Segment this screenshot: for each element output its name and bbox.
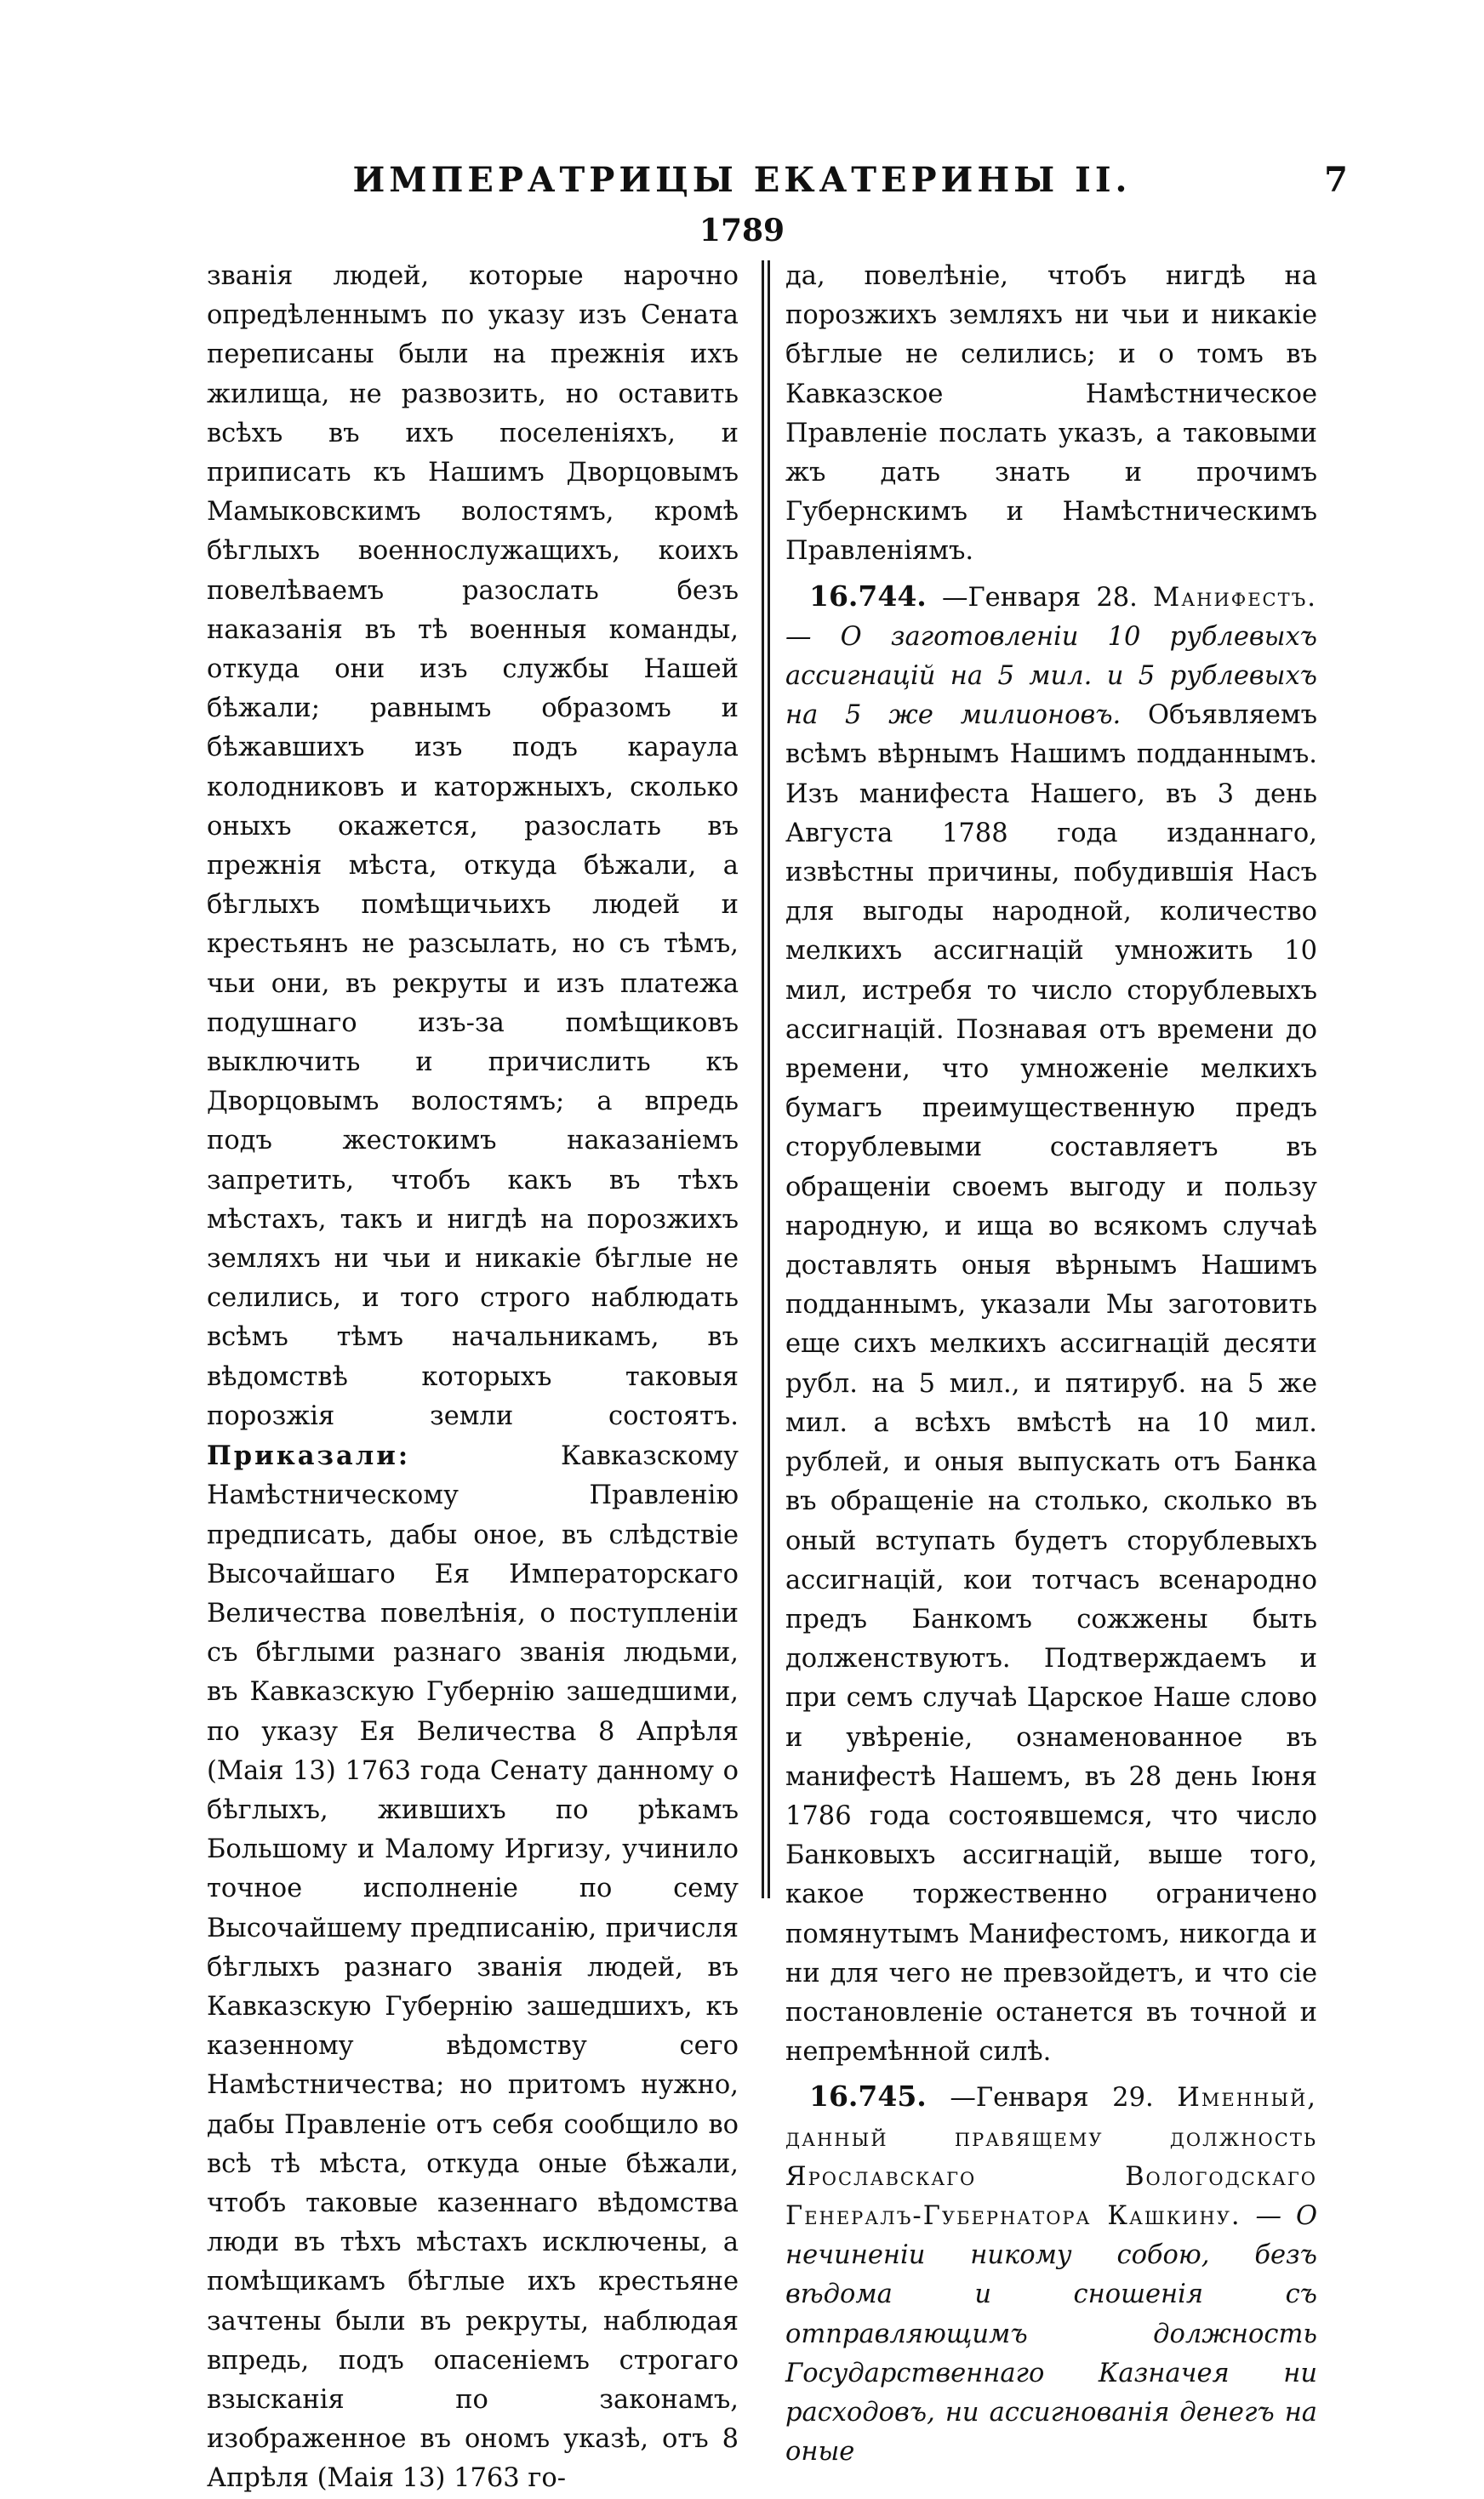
continuation-text: да, повелѣніе, чтобъ нигдѣ на порозжихъ земляхъ ни чьи и никакіе бѣглые не селились; и о томъ въ Кавказское Намѣстническое Правленіе послать указъ, а таковыми жъ дать знать и прочимъ Губернскимъ и Намѣстническимъ Правленіямъ. xyxy=(785,261,1317,567)
left-column-text xyxy=(207,257,739,2499)
entry-kind: Именный, данный правящему должность Ярославскаго Вологодскаго Генералъ-Губернатора Кашкину. xyxy=(785,2083,1317,2231)
entry-kind: Манифестъ. xyxy=(1153,582,1317,613)
left-text-part2: Кавказскому Намѣстническому Правленію предписать, дабы оное, въ слѣдствіе Высочайшаго Ея Императорскаго Величества повелѣнія, о поступленіи съ бѣглыми разнаго званія людьми, въ Кавказскую Губернію зашедшими, по указу Ея Величества 8 Апрѣля (Маія 13) 1763 года Сенату данному о бѣглыхъ, жившихъ по рѣкамъ Большому и Малому Иргизу, учинило точное исполненіе по сему Высочайшему предписанію, причисля бѣглыхъ разнаго званія людей, въ Кавказскую Губернію зашедшихъ, къ казенному вѣдомству сего Намѣстничества; но притомъ нужно, дабы Правленіе отъ себя сообщило во всѣ тѣ мѣста, откуда оные бѣжали, чтобъ таковые казеннаго вѣдомства люди въ тѣхъ мѣстахъ исключены, а помѣщикамъ бѣглые ихъ крестьяне зачтены были въ рекруты, наблюдая впредь, подъ опасеніемъ строгаго взысканія по законамъ, изображенное въ ономъ указѣ, отъ 8 Апрѣля (Маія 13) 1763 го- xyxy=(207,1441,739,2494)
page-number: 7 xyxy=(1324,160,1348,200)
year-heading: 1789 xyxy=(699,213,785,248)
entry-date: —Генваря 29. xyxy=(950,2083,1154,2114)
entry-16745 xyxy=(785,2077,1317,2472)
entry-number: 16.744. xyxy=(809,579,927,613)
ordered-label: Приказали: xyxy=(207,1441,411,1472)
column-rule-right xyxy=(768,260,770,1898)
entry-subject: — О нечиненіи никому собою, безъ вѣдома и сношенія съ отправляющимъ должность Государственнаго Казначея ни расходовъ, ни ассигнованія денегъ на оные xyxy=(785,2200,1317,2468)
entry-body: Объявляемъ всѣмъ вѣрнымъ Нашимъ подданнымъ. Изъ манифеста Нашего, въ 3 день Августа 1788 года изданнаго, извѣстны причины, побудившія Насъ для выгоды народной, количество мелкихъ ассигнацій умножить 10 мил, истребя то число сторублевыхъ ассигнацій. Познавая отъ времени до времени, что умноженіе мелкихъ бумагъ преимущественную предъ сторублевыми составляетъ въ обращеніи своемъ выгоду и пользу народную, и ища во всякомъ случаѣ доставлять оныя вѣрнымъ Нашимъ подданнымъ, указали Мы заготовить еще сихъ мелкихъ ассигнацій десяти рубл. на 5 мил., и пятируб. на 5 же мил. а всѣхъ вмѣстѣ на 10 мил. рублей, и оныя выпускать отъ Банка въ обращеніе на столько, сколько въ оный вступать будетъ сторублевыхъ ассигнацій, кои тотчасъ всенародно предъ Банкомъ сожжены быть долженствуютъ. Подтверждаемъ и при семъ случаѣ Царское Наше слово и увѣреніе, ознаменованное въ манифестѣ Нашемъ, въ 28 день Іюня 1786 года состоявшемся, что число Банковыхъ ассигнацій, выше того, какое торжественно ограничено помянутымъ Манифестомъ, никогда и ни для чего не превзойдетъ, и что сіе постановленіе останется въ точной и непремѣнной силѣ. xyxy=(785,700,1317,2068)
entry-16744 xyxy=(785,577,1317,2073)
left-column xyxy=(207,257,739,2499)
entry-subject: — О заготовленіи 10 рублевыхъ ассигнацій на 5 мил. и 5 рублевыхъ на 5 же милионовъ. xyxy=(785,621,1317,731)
running-head xyxy=(0,160,1484,211)
left-text-part1: званія людей, которые нарочно опредѣленнымъ по указу изъ Сената переписаны были на прежнія ихъ жилища, не развозить, но оставить всѣхъ въ ихъ поселеніяхъ, и приписать къ Нашимъ Дворцовымъ Мамыковскимъ волостямъ, кромѣ бѣглыхъ военнослужащихъ, коихъ повелѣваемъ разослать безъ наказанія въ тѣ военныя команды, откуда они изъ службы Нашей бѣжали; равнымъ образомъ и бѣжавшихъ изъ подъ караула колодниковъ и каторжныхъ, сколько оныхъ окажется, разослать въ прежнія мѣста, откуда бѣжали, а бѣглыхъ помѣщичьихъ людей и крестьянъ не разсылать, но съ тѣмъ, чьи они, въ рекруты и изъ платежа подушнаго изъ-за помѣщиковъ выключить и причислить къ Дворцовымъ волостямъ; а впредь подъ жестокимъ наказаніемъ запретить, чтобъ какъ въ тѣхъ мѣстахъ, такъ и нигдѣ на порозжихъ земляхъ ни чьи и никакіе бѣглые не селились, и того строго наблюдать всѣмъ тѣмъ начальникамъ, въ вѣдомствѣ которыхъ таковыя порозжія земли состоятъ. xyxy=(207,261,739,1431)
running-title: ИМПЕРАТРИЦЫ ЕКАТЕРИНЫ II. xyxy=(352,160,1132,200)
entry-date: —Генваря 28. xyxy=(941,582,1138,613)
entry-number: 16.745. xyxy=(809,2080,927,2114)
right-column xyxy=(785,257,1317,2472)
column-rule-left xyxy=(762,260,764,1898)
